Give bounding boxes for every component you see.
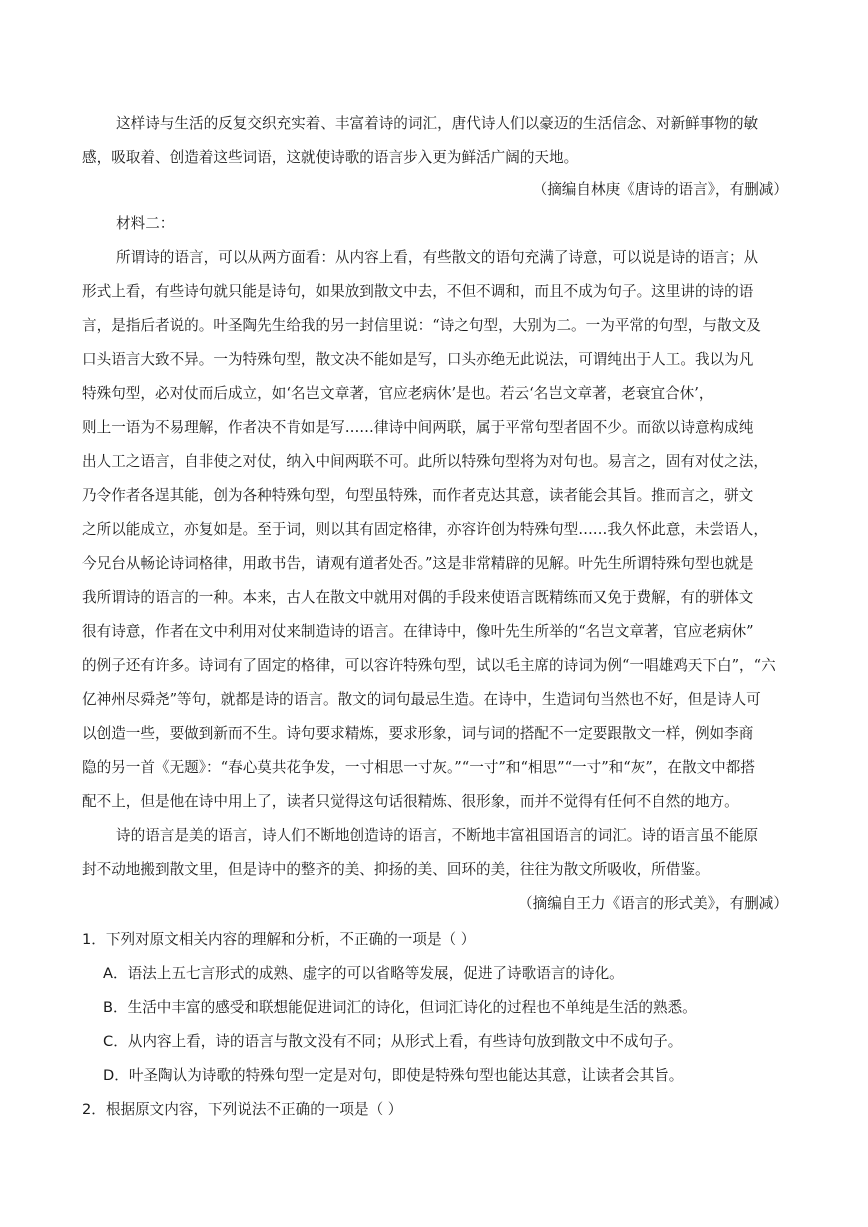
paragraph-line: 这样诗与生活的反复交织充实着、丰富着诗的词汇，唐代诗人们以豪迈的生活信念、对新鲜事物的敏	[116, 115, 759, 132]
paragraph-line: 特殊句型，必对仗而后成立，如‘名岂文章著，官应老病休’是也。若云‘名岂文章著，老衰宜合休’，	[82, 385, 714, 402]
paragraph-line: 很有诗意，作者在文中利用对仗来制造诗的语言。在律诗中，像叶先生所举的“名岂文章著，官应老病休”	[82, 623, 754, 640]
paragraph-line: 以创造一些，要做到新而不生。诗句要求精炼，要求形象，词与词的搭配不一定要跟散文一样，例如李商	[82, 725, 754, 742]
option-b: B．生活中丰富的感受和联想能促进词汇的诗化，但词汇诗化的过程也不单纯是生活的熟悉。	[103, 999, 697, 1016]
question-1: 1．下列对原文相关内容的理解和分析，不正确的一项是（ ）	[82, 931, 476, 948]
paragraph-line: 出人工之语言，自非使之对仗，纳入中间两联不可。此所以特殊句型将为对句也。易言之，固有对仗之法，	[82, 453, 768, 470]
option-a: A．语法上五七言形式的成熟、虚字的可以省略等发展，促进了诗歌语言的诗化。	[103, 965, 624, 982]
paragraph-line: 所谓诗的语言，可以从两方面看：从内容上看，有些散文的语句充满了诗意，可以说是诗的语言；从	[116, 249, 759, 266]
paragraph-line: 则上一语为不易理解，作者决不肯如是写……律诗中间两联，属于平常句型者固不少。而欲以诗意构成纯	[82, 419, 754, 436]
question-2: 2．根据原文内容，下列说法不正确的一项是（ ）	[82, 1101, 403, 1118]
paragraph-line: 言，是指后者说的。叶圣陶先生给我的另一封信里说：“诗之句型，大别为二。一为平常的句型，与散文及	[82, 317, 761, 334]
paragraph-line: 诗的语言是美的语言，诗人们不断地创造诗的语言，不断地丰富祖国语言的词汇。诗的语言虽不能原	[116, 827, 759, 844]
paragraph-line: 乃令作者各逞其能，创为各种特殊句型，句型虽特殊，而作者克达其意，读者能会其旨。推而言之，骈文	[82, 487, 754, 504]
paragraph-line: 封不动地搬到散文里，但是诗中的整齐的美、抑扬的美、回环的美，往往为散文所吸收，所借鉴。	[82, 861, 710, 878]
paragraph-line: 形式上看，有些诗句就只能是诗句，如果放到散文中去，不但不调和，而且不成为句子。这里讲的诗的语	[82, 283, 754, 300]
paragraph-line: 亿神州尽舜尧”等句，就都是诗的语言。散文的词句最忌生造。在诗中，生造词句当然也不好，但是诗人可	[82, 691, 761, 708]
source-citation: （摘编自王力《语言的形式美》，有删减）	[518, 895, 788, 912]
paragraph-line: 我所谓诗的语言的一种。本来，古人在散文中就用对偶的手段来使语言既精练而又免于费解，有的骈体文	[82, 589, 754, 606]
paragraph-line: 感，吸取着、创造着这些词语，这就使诗歌的语言步入更为鲜活广阔的天地。	[82, 149, 579, 166]
paragraph-line: 口头语言大致不异。一为特殊句型，散文决不能如是写，口头亦绝无此说法，可谓纯出于人工。我以为凡	[82, 351, 754, 368]
paragraph-line: 的例子还有许多。诗词有了固定的格律，可以容许特殊句型，试以毛主席的诗词为例“一唱雄鸡天下白”，“六	[82, 657, 776, 674]
paragraph-line: 隐的另一首《无题》：“春心莫共花争发，一寸相思一寸灰。”“一寸”和“相思”“一寸”和“灰”，在散文中都搭	[82, 759, 755, 776]
paragraph-line: 配不上，但是他在诗中用上了，读者只觉得这句话很精炼、很形象，而并不觉得有任何不自然的地方。	[82, 793, 739, 810]
paragraph-line: 之所以能成立，亦复如是。至于词，则以其有固定格律，亦容许创为特殊句型……我久怀此意，未尝语人，	[82, 521, 768, 538]
option-c: C．从内容上看，诗的语言与散文没有不同；从形式上看，有些诗句放到散文中不成句子。	[103, 1033, 683, 1050]
material-heading: 材料二：	[116, 215, 175, 232]
option-d: D．叶圣陶认为诗歌的特殊句型一定是对句，即使是特殊句型也能达其意，让读者会其旨。	[103, 1067, 684, 1084]
source-citation: （摘编自林庚《唐诗的语言》，有删减）	[532, 181, 788, 198]
paragraph-line: 今兄台从畅论诗词格律，用敢书告，请观有道者处否。”这是非常精辟的见解。叶先生所谓特殊句型也就是	[82, 555, 754, 572]
